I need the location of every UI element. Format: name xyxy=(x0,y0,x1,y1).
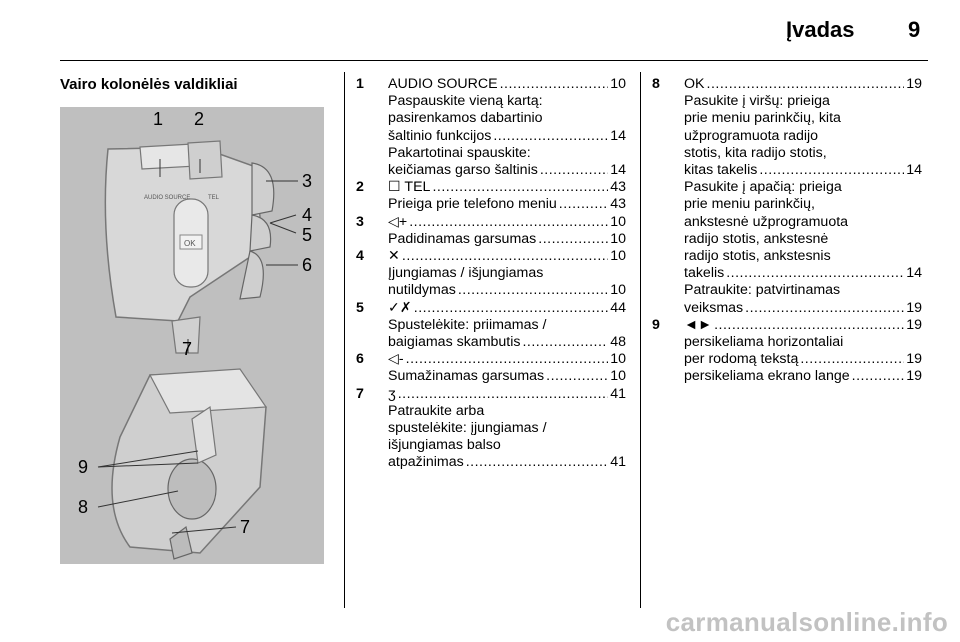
description-line xyxy=(684,334,922,351)
description-line xyxy=(388,437,626,454)
tel-label: TEL xyxy=(208,195,220,201)
line-text: Patraukite: patvirtinamas xyxy=(684,282,841,299)
leader-dots xyxy=(559,196,608,213)
index-line xyxy=(388,231,626,248)
leader-dots xyxy=(414,300,608,317)
page-reference: 44 xyxy=(610,299,626,316)
leader-dots xyxy=(546,368,608,385)
callout-7-upper: 7 xyxy=(182,339,193,359)
line-text: Patraukite arba xyxy=(388,402,485,419)
description-line xyxy=(684,248,922,265)
line-text: persikeliama horizontaliai xyxy=(684,334,844,351)
index-line xyxy=(388,282,626,299)
legend-entry xyxy=(356,76,626,179)
index-line xyxy=(388,351,626,368)
page-reference: 19 xyxy=(906,368,922,385)
audio-source-label: AUDIO SOURCE xyxy=(144,195,191,201)
leader-dots xyxy=(540,162,608,179)
page-reference: 43 xyxy=(610,196,626,213)
watermark: carmanualsonline.info xyxy=(665,607,948,637)
line-text: užprogramuota radijo xyxy=(684,127,819,144)
index-line xyxy=(388,196,626,213)
line-text: veiksmas xyxy=(684,299,744,316)
line-text: ◁+ xyxy=(388,213,408,230)
index-line xyxy=(388,454,626,471)
index-line xyxy=(684,368,922,385)
page-reference: 10 xyxy=(610,76,626,92)
page-number: 9 xyxy=(908,17,921,42)
page-reference: 14 xyxy=(610,162,626,179)
line-text: atpažinimas xyxy=(388,454,464,471)
line-text: šaltinio funkcijos xyxy=(388,127,492,144)
callout-5: 5 xyxy=(302,225,313,245)
line-text: per rodomą tekstą xyxy=(684,351,799,368)
index-line xyxy=(388,162,626,179)
page-reference: 19 xyxy=(906,299,922,316)
page-header xyxy=(0,0,960,60)
line-text: ☐ TEL xyxy=(388,179,431,196)
line-text: Įjungiamas / išjungiamas xyxy=(388,265,544,282)
left-column xyxy=(60,72,328,537)
index-line xyxy=(388,334,626,351)
line-text: Spustelėkite: priimamas / xyxy=(388,316,547,333)
line-text: Pasukite į apačią: prieiga xyxy=(684,179,842,196)
line-text: Padidinamas garsumas xyxy=(388,230,537,247)
line-text: ✓✗ xyxy=(388,299,412,316)
page-reference: 41 xyxy=(610,385,626,402)
entry-number: 6 xyxy=(356,351,364,368)
entry-number: 7 xyxy=(356,385,364,402)
callout-6: 6 xyxy=(302,255,313,275)
line-text: prie meniu parinkčių, xyxy=(684,196,815,213)
leader-dots xyxy=(759,162,904,179)
description-line xyxy=(388,420,626,437)
line-text: Pakartotinai spauskite: xyxy=(388,144,531,161)
callout-4: 4 xyxy=(302,205,313,225)
entry-number: 9 xyxy=(652,316,660,333)
page-reference: 10 xyxy=(610,351,626,368)
description-line xyxy=(684,110,922,127)
page-reference: 10 xyxy=(610,230,626,247)
leader-dots xyxy=(466,454,609,471)
entry-number: 5 xyxy=(356,299,364,316)
index-line xyxy=(684,265,922,282)
entry-number: 1 xyxy=(356,76,364,92)
legend-entry xyxy=(652,76,922,317)
page-reference: 19 xyxy=(906,316,922,333)
line-text: kitas takelis xyxy=(684,162,758,179)
index-line xyxy=(684,351,922,368)
index-line xyxy=(388,76,626,93)
leader-dots xyxy=(458,282,608,299)
callout-9: 9 xyxy=(78,457,89,477)
line-text: Sumažinamas garsumas xyxy=(388,368,545,385)
entry-number: 8 xyxy=(652,76,660,92)
index-line xyxy=(388,386,626,403)
line-text: prie meniu parinkčių, kita xyxy=(684,110,841,127)
steering-controls-drawing xyxy=(60,107,324,564)
description-line xyxy=(388,265,626,282)
leader-dots xyxy=(726,265,904,282)
line-text: stotis, kita radijo stotis, xyxy=(684,144,827,161)
page-reference: 19 xyxy=(906,351,922,368)
line-text: ◁- xyxy=(388,351,404,368)
section-title: Vairo kolonėlės valdikliai xyxy=(60,76,238,93)
description-line xyxy=(684,128,922,145)
page-reference: 43 xyxy=(610,179,626,196)
middle-column xyxy=(356,76,626,472)
line-text: takelis xyxy=(684,265,725,282)
line-text: AUDIO SOURCE xyxy=(388,76,498,92)
description-line xyxy=(684,93,922,110)
legend-entry xyxy=(356,386,626,472)
description-line xyxy=(388,403,626,420)
legend-entry xyxy=(356,248,626,300)
page-reference: 48 xyxy=(610,334,626,351)
entry-number: 2 xyxy=(356,179,364,196)
leader-dots xyxy=(493,128,608,145)
index-line xyxy=(684,300,922,317)
header-divider xyxy=(60,60,928,61)
legend-entry xyxy=(356,300,626,352)
legend-entry xyxy=(356,351,626,385)
ok-label: OK xyxy=(184,239,196,248)
leader-dots xyxy=(707,76,905,93)
line-text: išjungiamas balso xyxy=(388,437,501,454)
leader-dots xyxy=(406,351,609,368)
description-line xyxy=(684,179,922,196)
line-text: spustelėkite: įjungiamas / xyxy=(388,420,547,437)
legend-entry xyxy=(652,317,922,386)
line-text: ʒ xyxy=(388,385,396,402)
page-reference: 14 xyxy=(906,162,922,179)
index-line xyxy=(684,76,922,93)
line-text: ✕ xyxy=(388,248,400,265)
entry-number: 4 xyxy=(356,248,364,265)
page-reference: 14 xyxy=(610,127,626,144)
page-reference: 14 xyxy=(906,265,922,282)
description-line xyxy=(684,214,922,231)
leader-dots xyxy=(402,248,608,265)
callout-3: 3 xyxy=(302,171,313,191)
callout-1: 1 xyxy=(153,109,164,129)
line-text: Prieiga prie telefono meniu xyxy=(388,196,557,213)
description-line xyxy=(388,317,626,334)
description-line xyxy=(388,93,626,110)
line-text: nutildymas xyxy=(388,282,456,299)
index-line xyxy=(684,162,922,179)
legend-entry xyxy=(356,214,626,248)
chapter-title: Įvadas xyxy=(786,17,855,42)
index-line xyxy=(388,368,626,385)
line-text: persikeliama ekrano lange xyxy=(684,368,850,385)
line-text: Pasukite į viršų: prieiga xyxy=(684,93,830,110)
page-reference: 41 xyxy=(610,454,626,471)
description-line xyxy=(684,145,922,162)
description-line xyxy=(388,110,626,127)
line-text: OK xyxy=(684,76,705,92)
leader-dots xyxy=(538,231,608,248)
description-line xyxy=(684,282,922,299)
description-line xyxy=(684,196,922,213)
index-line xyxy=(388,128,626,145)
page-reference: 19 xyxy=(906,76,922,92)
leader-dots xyxy=(522,334,608,351)
page-reference: 10 xyxy=(610,213,626,230)
description-line xyxy=(388,145,626,162)
column-divider-2 xyxy=(640,72,641,608)
line-text: ankstesnė užprogramuota xyxy=(684,213,849,230)
line-text: radijo stotis, ankstesnis xyxy=(684,248,831,265)
steering-controls-illustration xyxy=(60,107,324,564)
callout-7-lower: 7 xyxy=(240,517,251,537)
line-text: baigiamas skambutis xyxy=(388,334,521,351)
column-divider-1 xyxy=(344,72,345,608)
index-line xyxy=(684,317,922,334)
index-line xyxy=(388,214,626,231)
leader-dots xyxy=(500,76,609,93)
page-reference: 10 xyxy=(610,368,626,385)
leader-dots xyxy=(398,386,608,403)
line-text: Paspauskite vieną kartą: xyxy=(388,93,543,110)
callout-2: 2 xyxy=(194,109,205,129)
index-line xyxy=(388,248,626,265)
leader-dots xyxy=(714,317,904,334)
leader-dots xyxy=(432,179,608,196)
line-text: keičiamas garso šaltinis xyxy=(388,162,538,179)
page-reference: 10 xyxy=(610,248,626,265)
description-line xyxy=(684,231,922,248)
leader-dots xyxy=(800,351,904,368)
legend-entry xyxy=(356,179,626,213)
line-text: pasirenkamos dabartinio xyxy=(388,110,543,127)
index-line xyxy=(388,179,626,196)
right-column xyxy=(652,76,922,386)
page-reference: 10 xyxy=(610,282,626,299)
line-text: ◄► xyxy=(684,316,713,333)
index-line xyxy=(388,300,626,317)
entry-number: 3 xyxy=(356,213,364,230)
callout-8: 8 xyxy=(78,497,89,517)
line-text: radijo stotis, ankstesnė xyxy=(684,230,829,247)
leader-dots xyxy=(745,300,904,317)
leader-dots xyxy=(852,368,905,385)
leader-dots xyxy=(409,214,608,231)
